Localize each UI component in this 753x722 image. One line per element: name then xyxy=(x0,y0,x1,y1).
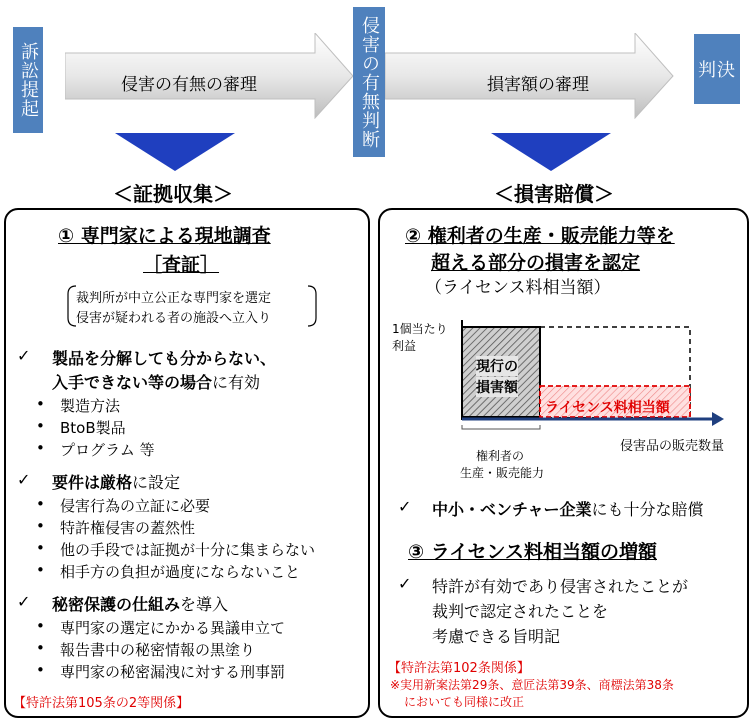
check3-item-3: 専門家の秘密漏洩に対する刑事罰 xyxy=(60,663,286,681)
check2-item-3: 他の手段では証拠が十分に集まらない xyxy=(60,541,316,559)
right-check1-rest: にも十分な賠償 xyxy=(591,500,704,519)
damages-heading-line2: 超える部分の損害を認定 xyxy=(431,252,641,274)
section-title-damages: ＜損害賠償＞ xyxy=(494,182,614,206)
right-check2-line3: 考慮できる旨明記 xyxy=(432,627,561,646)
right-check1 xyxy=(432,497,704,520)
bullet-dot: • xyxy=(36,417,45,435)
check-mark: ✓ xyxy=(398,574,412,593)
bracket-note-line1: 裁判所が中立公正な専門家を選定 xyxy=(76,291,272,306)
check2-item-1: 侵害行為の立証に必要 xyxy=(60,497,211,515)
inspection-heading-sub: ［査証］ xyxy=(143,254,220,276)
damages-subheading: （ライセンス料相当額） xyxy=(425,278,611,298)
check1-item-3: プログラム 等 xyxy=(60,441,155,459)
right-footnote-2: ※実用新案法第29条、意匠法第39条、商標法第38条 xyxy=(390,678,674,692)
bullet-dot: • xyxy=(36,539,45,557)
bullet-dot: • xyxy=(36,495,45,513)
left-footnote: 【特許法第105条の2等関係】 xyxy=(13,696,190,711)
check-mark: ✓ xyxy=(398,497,412,516)
bullet-dot: • xyxy=(36,617,45,635)
check1-item-2: BtoB製品 xyxy=(60,419,126,437)
flow-arrow-1-label: 侵害の有無の審理 xyxy=(121,75,257,95)
chart-brace-line2: 生産・販売能力 xyxy=(460,466,545,480)
bracket-note-line2: 侵害が疑われる者の施設へ立入り xyxy=(76,311,272,326)
right-check2-line1: 特許が有効であり侵害されたことが xyxy=(432,577,689,596)
bullet-dot: • xyxy=(36,639,45,657)
bullet-dot: • xyxy=(36,395,45,413)
check2-rest: に設定 xyxy=(132,473,181,492)
check3-bold: 秘密保護の仕組み xyxy=(52,595,181,614)
check-mark: ✓ xyxy=(17,346,31,365)
bullet-dot: • xyxy=(36,561,45,579)
inspection-heading: ① 専門家による現地調査 xyxy=(58,225,271,247)
check1-line2-bold: 入手できない等の場合 xyxy=(52,373,213,392)
down-triangle-right xyxy=(491,133,611,173)
chart-brace-line1: 権利者の xyxy=(476,449,525,463)
bullet-dot: • xyxy=(36,517,45,535)
chart-box-license: ライセンス料相当額 xyxy=(545,400,670,416)
license-increase-heading: ③ ライセンス料相当額の増額 xyxy=(408,541,657,563)
damages-heading-line1: ② 権利者の生産・販売能力等を xyxy=(405,225,675,247)
check1-line2 xyxy=(52,370,260,393)
bullet-dot: • xyxy=(36,661,45,679)
check3-item-1: 専門家の選定にかかる異議申立て xyxy=(60,619,286,637)
check2-item-2: 特許権侵害の蓋然性 xyxy=(60,519,196,537)
check3-item-2: 報告書中の秘密情報の黒塗り xyxy=(60,641,256,659)
flow-box-infringement-decision: 侵害の有無判断 xyxy=(353,7,385,157)
chart-ylabel-line2: 利益 xyxy=(392,339,417,353)
chart-box-current-line1: 現行の xyxy=(476,356,518,376)
check3-text xyxy=(52,592,228,615)
right-footnote-3: においても同様に改正 xyxy=(404,695,525,709)
right-check2-line2: 裁判で認定されたことを xyxy=(432,602,609,621)
check-mark: ✓ xyxy=(17,592,31,611)
flow-box-judgment: 判決 xyxy=(694,34,740,104)
flow-box-lawsuit: 訴訟提起 xyxy=(13,27,43,133)
check1-line2-rest: に有効 xyxy=(212,373,261,392)
check3-rest: を導入 xyxy=(180,595,229,614)
bullet-dot: • xyxy=(36,439,45,457)
check1-line1: 製品を分解しても分からない、 xyxy=(52,349,277,368)
flow-arrow-2-label: 損害額の審理 xyxy=(487,75,589,95)
check1-item-1: 製造方法 xyxy=(60,397,121,415)
check2-bold: 要件は厳格 xyxy=(52,473,133,492)
check-mark: ✓ xyxy=(17,470,31,489)
section-title-evidence: ＜証拠収集＞ xyxy=(113,182,233,206)
right-check1-bold: 中小・ベンチャー企業 xyxy=(432,500,592,519)
down-triangle-left xyxy=(115,133,235,173)
chart-xlabel: 侵害品の販売数量 xyxy=(620,439,725,454)
right-footnote-1: 【特許法第102条関係】 xyxy=(388,661,530,676)
check2-text xyxy=(52,470,180,493)
chart-box-current-line2: 損害額 xyxy=(476,377,518,397)
chart-ylabel-line1: 1個当たり xyxy=(392,322,448,336)
check2-item-4: 相手方の負担が過度にならないこと xyxy=(60,563,301,581)
